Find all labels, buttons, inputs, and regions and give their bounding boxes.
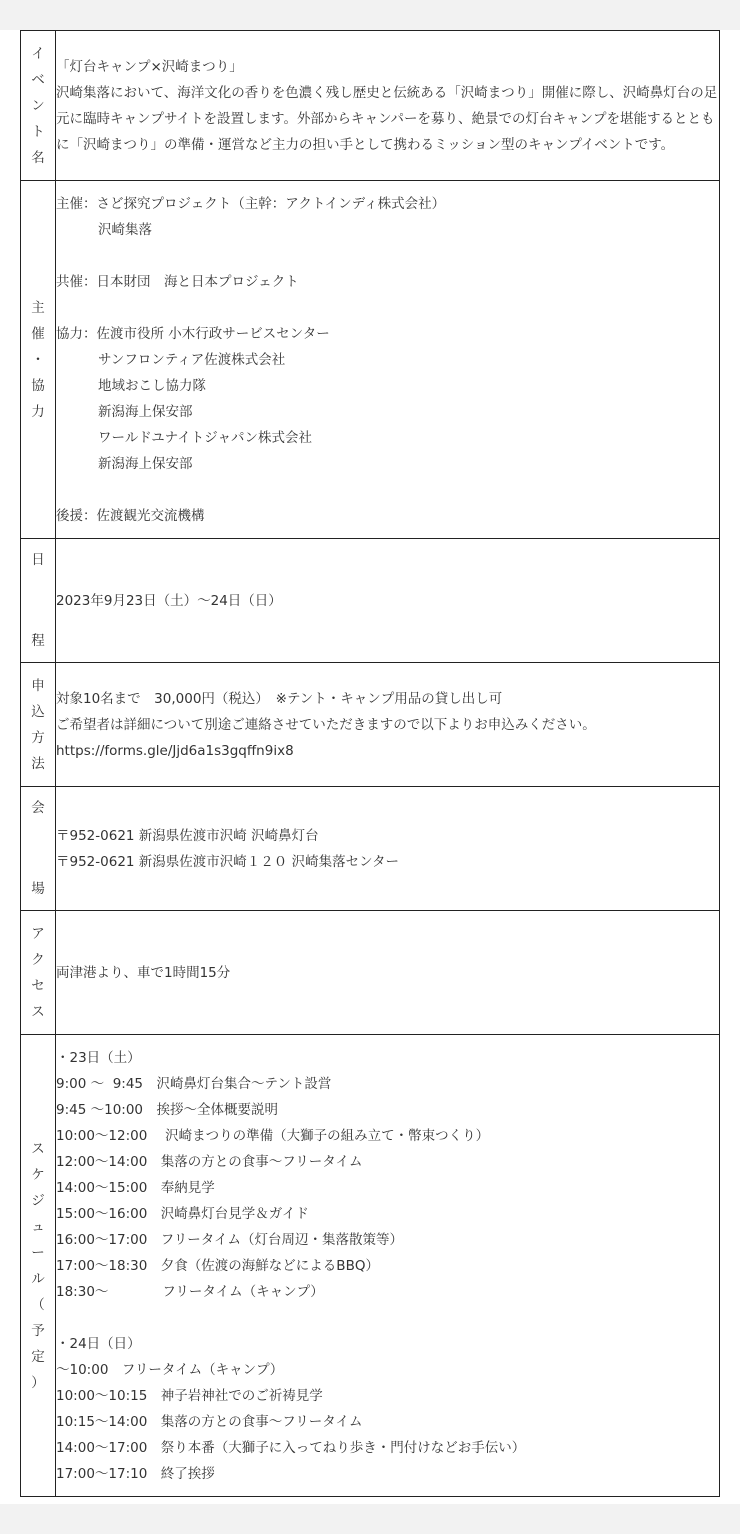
schedule-item: 10:00～10:15 神子岩神社でのご祈祷見学 [56, 1387, 323, 1404]
schedule-item: 9:45 ～10:00 挨拶～全体概要説明 [56, 1101, 279, 1118]
label-char: イ [31, 45, 45, 62]
coop-item: 新潟海上保安部 [98, 455, 193, 472]
label-char: 主 [31, 299, 45, 316]
schedule-item: 12:00～14:00 集落の方との食事～フリータイム [56, 1153, 363, 1170]
day1-title: ・23日（土） [56, 1049, 141, 1066]
schedule-item: 16:00～17:00 フリータイム（灯台周辺・集落散策等） [56, 1231, 403, 1248]
label-char: ト [31, 123, 45, 140]
label-schedule [21, 1136, 55, 1396]
apply-form-link[interactable]: https://forms.gle/Jjd6a1s3gqffn9ix8 [56, 742, 294, 759]
event-description: 沢崎集落において、海洋文化の香りを色濃く残し歴史と伝統ある「沢崎まつり」開催に際し、沢崎鼻灯台の足元に臨時キャンプサイトを設置します。外部からキャンパーを募り、絶景での灯台キャンプを堪能するとともに「沢崎まつり」の準備・運営など主力の担い手として携わるミッション型のキャンプイベントです。 [56, 84, 718, 153]
row-event-name [21, 31, 720, 181]
label-cell-date [21, 539, 56, 663]
label-char: ル [31, 1270, 45, 1287]
content-schedule [56, 1035, 720, 1497]
label-char: 会 [31, 800, 45, 816]
label-char: 場 [31, 881, 45, 897]
label-char: ベ [31, 71, 45, 88]
label-char: ジ [31, 1192, 45, 1209]
label-char: ア [31, 925, 45, 942]
label-char: ケ [31, 1166, 45, 1183]
row-date [21, 539, 720, 663]
label-char: ス [31, 1140, 45, 1157]
schedule-item: 10:00～12:00 沢崎まつりの準備（大獅子の組み立て・幣束つくり） [56, 1127, 490, 1144]
coop-item: 地域おこし協力隊 [98, 377, 206, 394]
label-char: セ [31, 977, 45, 994]
label-venue [21, 787, 55, 910]
label-cell-venue [21, 787, 56, 911]
schedule-item: 9:00 ～ 9:45 沢崎鼻灯台集合～テント設営 [56, 1075, 332, 1092]
label-char: 協 [31, 377, 45, 394]
schedule-item: 15:00～16:00 沢崎鼻灯台見学＆ガイド [56, 1205, 309, 1222]
coop-line: 協力：佐渡市役所 小木行政サービスセンター [56, 325, 330, 342]
content-apply [56, 663, 720, 787]
venue-address-1: 〒952-0621 新潟県佐渡市沢崎 沢崎鼻灯台 [56, 827, 319, 844]
label-char: ） [31, 1374, 45, 1391]
spacer [56, 295, 719, 321]
label-cell-apply [21, 663, 56, 787]
host-extra: 沢崎集落 [98, 221, 152, 238]
label-apply [21, 673, 55, 777]
label-organizer [21, 295, 55, 425]
apply-capacity-price: 対象10名まで 30,000円（税込） ※テント・キャンプ用品の貸し出し可 [56, 690, 503, 707]
coop-item: サンフロンティア佐渡株式会社 [98, 351, 286, 368]
coop-item: 新潟海上保安部 [98, 403, 193, 420]
label-cell-access [21, 911, 56, 1035]
date-value: 2023年9月23日（土）～24日（日） [56, 592, 282, 609]
label-char: ン [31, 97, 45, 114]
label-char: 程 [31, 633, 45, 649]
schedule-item: 14:00～17:00 祭り本番（大獅子に入ってねり歩き・門付けなどお手伝い） [56, 1439, 526, 1456]
label-char: （ [31, 1296, 45, 1313]
schedule-item: 17:00～18:30 夕食（佐渡の海鮮などによるBBQ） [56, 1257, 379, 1274]
label-char: 力 [31, 403, 45, 420]
label-char: 名 [31, 149, 45, 166]
content-organizer [56, 181, 720, 539]
label-cell-schedule [21, 1035, 56, 1497]
label-access [21, 921, 55, 1025]
row-access [21, 911, 720, 1035]
content-access [56, 911, 720, 1035]
spacer [56, 477, 719, 503]
day2-title: ・24日（日） [56, 1335, 141, 1352]
label-char: ク [31, 951, 45, 968]
row-apply [21, 663, 720, 787]
label-char: 法 [31, 755, 45, 772]
content-date [56, 539, 720, 663]
schedule-item: 10:15～14:00 集落の方との食事～フリータイム [56, 1413, 363, 1430]
row-organizer [21, 181, 720, 539]
row-schedule [21, 1035, 720, 1497]
coop-item: ワールドユナイトジャパン株式会社 [98, 429, 312, 446]
label-cell-event [21, 31, 56, 181]
label-char: 催 [31, 325, 45, 342]
venue-address-2: 〒952-0621 新潟県佐渡市沢崎１２０ 沢崎集落センター [56, 853, 400, 870]
cohost-line: 共催：日本財団 海と日本プロジェクト [56, 273, 299, 290]
support-line: 後援：佐渡観光交流機構 [56, 507, 205, 524]
label-char: ・ [31, 351, 45, 368]
schedule-item: ～10:00 フリータイム（キャンプ） [56, 1361, 284, 1378]
label-char: 込 [31, 703, 45, 720]
event-info-table [20, 30, 720, 1497]
label-char: 方 [31, 729, 45, 746]
label-char: 日 [31, 552, 45, 568]
host-line: 主催：さど探究プロジェクト（主幹：アクトインディ株式会社） [56, 195, 446, 212]
schedule-item: 14:00～15:00 奉納見学 [56, 1179, 215, 1196]
label-char: 予 [31, 1322, 45, 1339]
event-title: 「灯台キャンプ×沢崎まつり」 [56, 58, 243, 75]
schedule-item: 17:00～17:10 終了挨拶 [56, 1465, 215, 1482]
access-value: 両津港より、車で1時間15分 [56, 964, 231, 981]
label-event [21, 41, 55, 171]
label-cell-organizer [21, 181, 56, 539]
label-char: ー [31, 1244, 45, 1261]
content-event [56, 31, 720, 181]
schedule-item: 18:30～ フリータイム（キャンプ） [56, 1283, 324, 1300]
apply-instructions: ご希望者は詳細について別途ご連絡させていただきますので以下よりお申込みください。 [56, 716, 596, 733]
row-venue [21, 787, 720, 911]
label-char: 申 [31, 677, 45, 694]
label-char: 定 [31, 1348, 45, 1365]
content-venue [56, 787, 720, 911]
spacer [56, 1305, 719, 1331]
spacer [56, 243, 719, 269]
label-char: ュ [31, 1218, 45, 1235]
label-char: ス [31, 1003, 45, 1020]
label-date [21, 539, 55, 662]
